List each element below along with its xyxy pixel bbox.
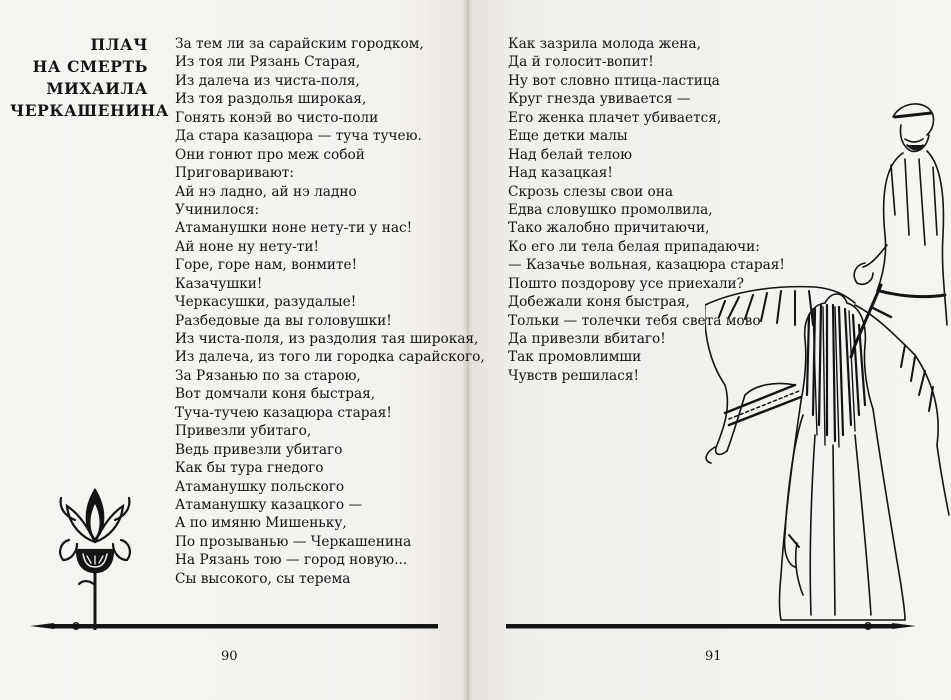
verse-line: Атаманушку казацкого — (175, 496, 363, 513)
title-line: НА СМЕРТЬ (32, 57, 148, 76)
flower-ornament-icon (55, 480, 135, 630)
verse-line: Из тоя ли Рязань Старая, (175, 54, 361, 71)
verse-line: Вот домчали коня быстрая, (175, 386, 376, 403)
verse-line: — Казачье вольная, казацюра старая! (508, 257, 785, 274)
verse-line: Привезли убитаго, (175, 423, 312, 440)
verse-line: А по имяню Мишеньку, (175, 515, 347, 532)
verse-line: Ко его ли тела белая припадаючи: (508, 238, 760, 255)
verse-line: Из далеча, из того ли городка сарайского, (175, 349, 485, 366)
left-verse (175, 35, 485, 588)
verse-line: Черкасушки, разудалые! (175, 294, 357, 311)
verse-line: По прозыванью — Черкашенина (175, 533, 412, 550)
title-line: МИХАИЛА (46, 79, 148, 98)
title-line: ПЛАЧ (90, 35, 148, 54)
page-number-right: 91 (705, 649, 722, 664)
verse-line: Из далеча из чиста-поля, (175, 72, 360, 89)
verse-line: Над белай телою (508, 146, 633, 163)
verse-line: Горе, горе нам, вонмите! (175, 257, 358, 274)
verse-line: Сы высокого, сы терема (175, 570, 351, 587)
verse-line: Атаманушку польского (175, 478, 345, 495)
verse-line: Туча-тучею казацюра старая! (175, 404, 392, 421)
horse-rider-woman-illustration (705, 95, 950, 625)
verse-line: Они гонют про меж собой (175, 146, 365, 163)
verse-line: Тако жалобно причитаючи, (508, 220, 710, 237)
verse-line: Круг гнезда увивается — (508, 91, 691, 108)
verse-line: Едва словушко промолвила, (508, 201, 713, 218)
verse-line: Из тоя раздолья широкая, (175, 91, 367, 108)
left-divider-spear (28, 618, 440, 634)
verse-line: Из чиста-поля, из раздолия тая широкая, (175, 331, 479, 347)
verse-line: Казачушки! (175, 275, 263, 292)
verse-line: Пошто поздорову усе приехали? (508, 275, 744, 292)
verse-line: Ну вот словно птица-ластица (508, 72, 720, 89)
verse-line: Над казацкая! (508, 165, 613, 182)
verse-line: Чувств решилася! (508, 367, 640, 384)
verse-line: Разбедовые да вы головушки! (175, 312, 392, 329)
verse-line: Ай ноне ну нету-ти! (175, 238, 319, 255)
verse-line: Ведь привезли убитаго (175, 441, 343, 458)
verse-line: Ай нэ ладно, ай нэ ладно (175, 183, 357, 200)
verse-line: Атаманушки ноне нету-ти у нас! (175, 220, 413, 237)
verse-line: Учинилося: (175, 201, 260, 218)
verse-line: За тем ли за сарайским городком, (175, 36, 424, 52)
verse-line: Да привезли вбитаго! (508, 331, 666, 347)
verse-line: Его женка плачет убивается, (508, 109, 722, 126)
title-line: ЧЕРКАШЕНИНА (10, 101, 169, 120)
verse-line: Да й голосит-вопит! (508, 54, 654, 71)
verse-line: Как зазрила молода жена, (508, 36, 701, 52)
verse-line: Тольки — толечки тебя света мово (508, 312, 761, 329)
poem-title (10, 34, 169, 122)
verse-line: Гонять конэй во чисто-поли (175, 109, 379, 126)
verse-line: Да стара казацюра — туча тучею. (175, 128, 422, 145)
verse-line: На Рязань тою — город новую... (175, 552, 408, 569)
verse-line: Еще детки малы (508, 128, 628, 145)
verse-line: Скрозь слезы свои она (508, 183, 674, 200)
verse-line: За Рязанью по за старою, (175, 367, 361, 384)
verse-line: Так промовлимши (508, 349, 642, 366)
verse-line: Приговаривают: (175, 165, 294, 182)
verse-line: Добежали коня быстрая, (508, 294, 690, 311)
verse-line: Как бы тура гнедого (175, 460, 324, 477)
page-number-left: 90 (221, 649, 238, 664)
